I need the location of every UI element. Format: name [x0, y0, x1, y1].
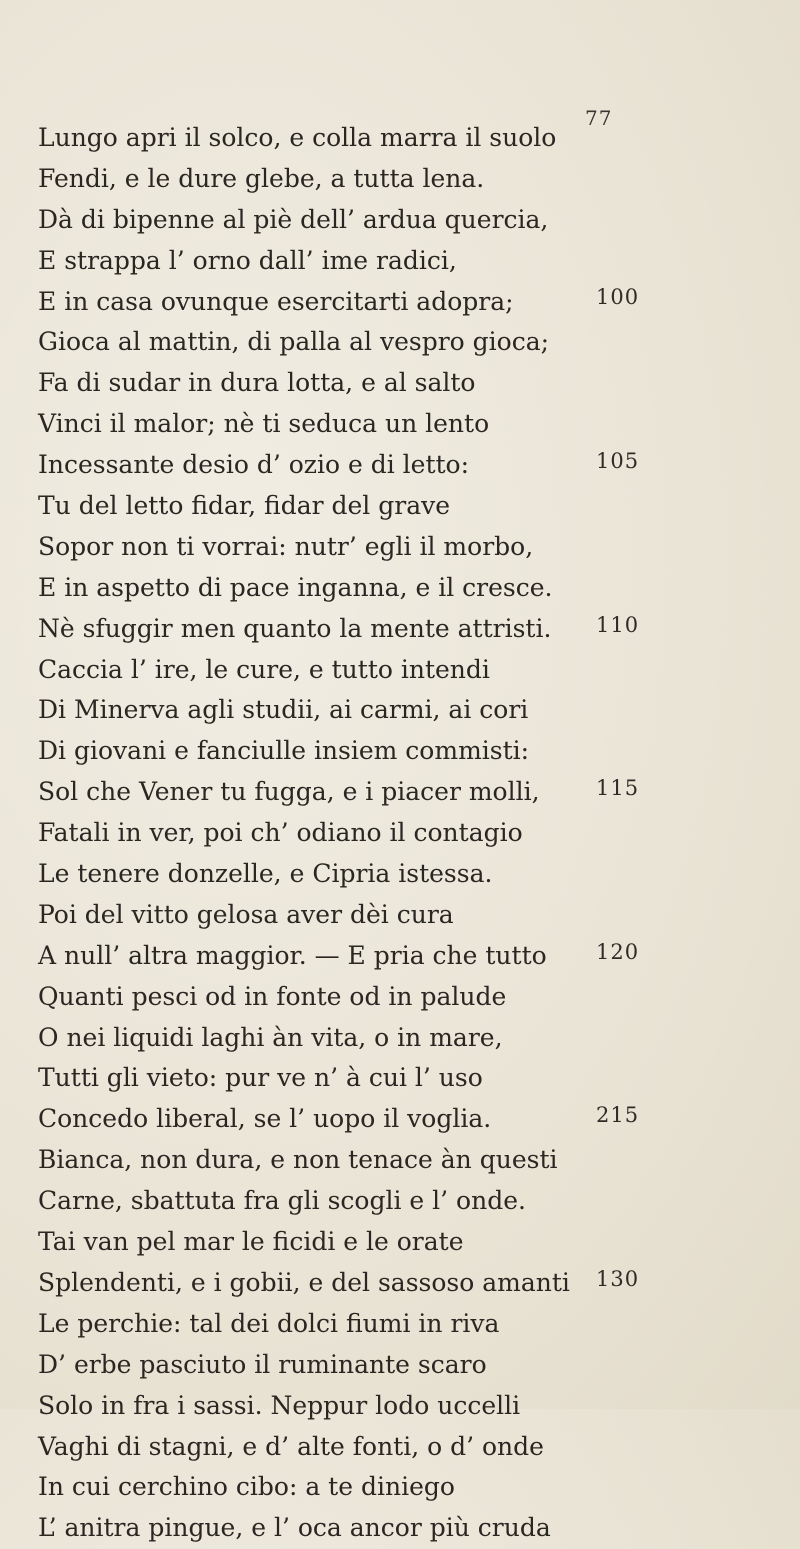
poem-line: Gioca al mattin, di palla al vespro gioca; — [38, 327, 550, 357]
poem-line: Fa di sudar in dura lotta, e al salto — [38, 368, 476, 398]
page-number: 77 — [585, 106, 613, 130]
poem-line: Bianca, non dura, e non tenace àn questi — [38, 1145, 558, 1175]
poem-line: Di giovani e fanciulle insiem commisti: — [38, 736, 530, 766]
poem-line: A null’ altra maggior. — E pria che tutto — [38, 940, 547, 970]
poem-line: E strappa l’ orno dall’ ime radici, — [38, 245, 457, 275]
line-number-115: 115 — [596, 776, 640, 800]
line-number-125: 215 — [596, 1103, 640, 1127]
poem-line: E in aspetto di pace inganna, e il cresce. — [38, 572, 553, 602]
poem-line: Fatali in ver, poi ch’ odiano il contagio — [38, 818, 523, 848]
poem-line: Fendi, e le dure glebe, a tutta lena. — [38, 163, 485, 193]
poem-line: Di Minerva agli studii, ai carmi, ai cori — [38, 695, 529, 725]
poem-line: O nei liquidi laghi àn vita, o in mare, — [38, 1022, 503, 1052]
line-number-130: 130 — [596, 1267, 640, 1291]
line-number-120: 120 — [596, 940, 640, 964]
poem-line: Sol che Vener tu fugga, e i piacer molli, — [38, 777, 540, 807]
poem-line: Caccia l’ ire, le cure, e tutto intendi — [38, 654, 490, 684]
poem-line: Nè sfuggir men quanto la mente attristi. — [38, 613, 552, 643]
poem-line: Tai van pel mar le ficidi e le orate — [38, 1227, 464, 1257]
poem-line: Concedo liberal, se l’ uopo il voglia. — [38, 1104, 492, 1134]
poem-line: Tu del letto fidar, fidar del grave — [38, 491, 451, 521]
poem-line: Le perchie: tal dei dolci fiumi in riva — [38, 1308, 500, 1338]
poem-line: Quanti pesci od in fonte od in palude — [38, 981, 507, 1011]
poem-line: Tutti gli vieto: pur ve n’ à cui l’ uso — [38, 1063, 483, 1093]
poem-line: Le tenere donzelle, e Cipria istessa. — [38, 859, 493, 889]
poem-line: Splendenti, e i gobii, e del sassoso amanti — [38, 1267, 570, 1297]
poem-line: In cui cerchino cibo: a te diniego — [38, 1472, 455, 1502]
poem-line: Vinci il malor; nè ti seduca un lento — [38, 409, 490, 439]
poem-line: Carne, sbattuta fra gli scogli e l’ onde. — [38, 1186, 526, 1216]
line-number-105: 105 — [596, 449, 640, 473]
poem-line: D’ erbe pasciuto il ruminante scaro — [38, 1349, 487, 1379]
poem-line: Solo in fra i sassi. Neppur lodo uccelli — [38, 1390, 521, 1420]
poem-line: Vaghi di stagni, e d’ alte fonti, o d’ onde — [38, 1431, 544, 1461]
poem-line: Poi del vitto gelosa aver dèi cura — [38, 899, 454, 929]
line-number-110: 110 — [596, 613, 640, 637]
poem-line: E in casa ovunque esercitarti adopra; — [38, 286, 514, 316]
poem-line: Lungo apri il solco, e colla marra il suolo — [38, 123, 557, 152]
poem-text — [38, 118, 598, 1549]
poem-line: Sopor non ti vorrai: nutr’ egli il morbo, — [38, 531, 534, 561]
poem-line: L’ anitra pingue, e l’ oca ancor più cruda — [38, 1513, 551, 1543]
poem-line: Incessante desio d’ ozio e di letto: — [38, 450, 470, 480]
line-number-100: 100 — [596, 285, 640, 309]
poem-line: Dà di bipenne al piè dell’ ardua quercia, — [38, 204, 549, 234]
